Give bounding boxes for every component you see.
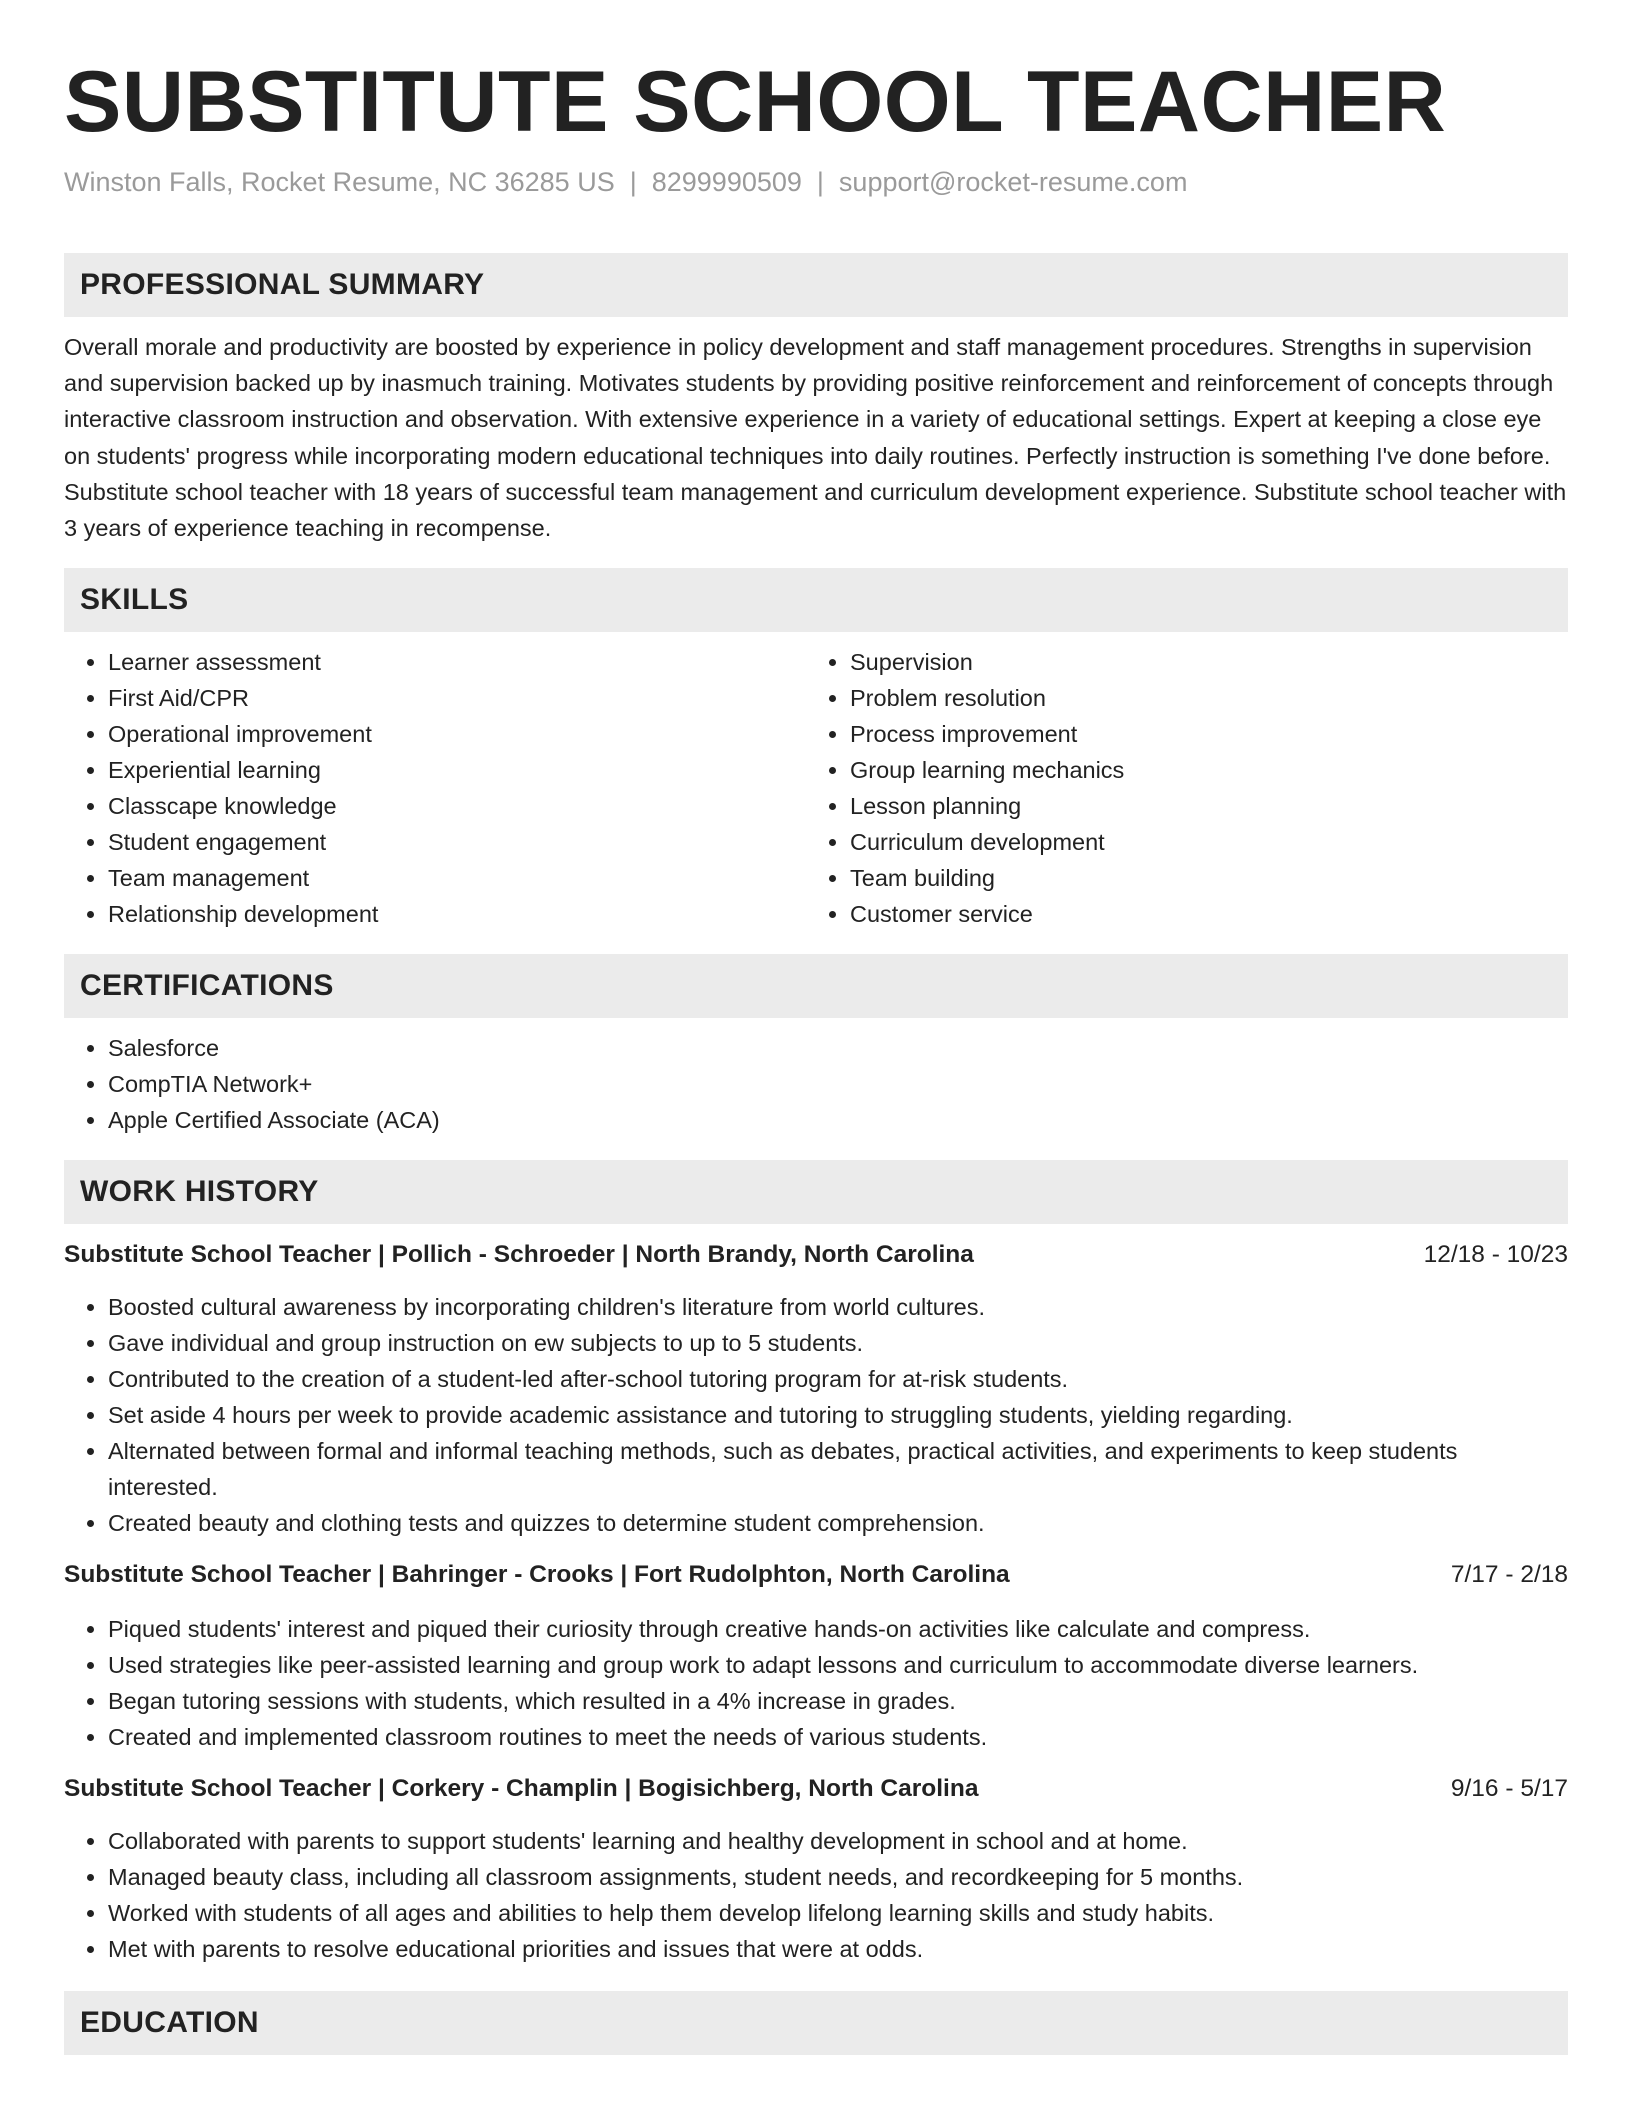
skill-item: • Student engagement (108, 824, 806, 860)
skill-item: • Learner assessment (108, 644, 806, 680)
job-header (64, 1557, 1568, 1593)
job-entry (64, 1237, 1568, 1541)
job-entry (64, 1557, 1568, 1755)
skill-item: • Process improvement (850, 716, 1548, 752)
skill-item: • Lesson planning (850, 788, 1548, 824)
summary-text: Overall morale and productivity are boosted by experience in policy development and staff management procedures. Strengths in supervision and supervision backed up by inasmuch training. Motivates students by providing positive reinforcement and reinforcement of concepts through interactive classroom instruction and observation. With extensive experience in a variety of educational settings. Expert at keeping a close eye on students' progress while incorporating modern educational techniques into daily routines. Perfectly instruction is something I've done before. Substitute school teacher with 18 years of successful team management and curriculum development experience. Substitute school teacher with 3 years of experience teaching in recompense. (64, 334, 1567, 542)
job-dates: 7/17 - 2/18 (1450, 1561, 1568, 1589)
job-title: Substitute School Teacher | Bahringer - Crooks | Fort Rudolphton, North Carolina (64, 1561, 1010, 1589)
skill-item: • Curriculum development (850, 824, 1548, 860)
certifications-heading: CERTIFICATIONS (64, 954, 1568, 1018)
job-bullet: • Contributed to the creation of a student-led after-school tutoring program for at-risk students. (108, 1361, 1568, 1397)
job-bullet: • Collaborated with parents to support students' learning and healthy development in school and at home. (108, 1823, 1568, 1859)
job-title: Substitute School Teacher | Corkery - Champlin | Bogisichberg, North Carolina (64, 1775, 979, 1803)
education-heading: EDUCATION (64, 1991, 1568, 2055)
job-bullet: • Piqued students' interest and piqued their curiosity through creative hands-on activities like calculate and compress. (108, 1611, 1568, 1647)
certification-item: • Salesforce (108, 1030, 1568, 1066)
contact-separator: | (629, 167, 637, 197)
job-dates: 9/16 - 5/17 (1450, 1775, 1568, 1803)
skill-item: • Problem resolution (850, 680, 1548, 716)
job-bullet: • Set aside 4 hours per week to provide academic assistance and tutoring to struggling students, yielding regarding. (108, 1397, 1568, 1433)
job-header (64, 1771, 1568, 1807)
resume-page (64, 52, 1568, 2055)
job-bullets (64, 1823, 1568, 1967)
skill-item: • Experiential learning (108, 752, 806, 788)
contact-phone: 8299990509 (651, 167, 802, 197)
skill-item: • Operational improvement (108, 716, 806, 752)
contact-address: Winston Falls, Rocket Resume, NC 36285 US (64, 167, 615, 197)
summary-heading: PROFESSIONAL SUMMARY (64, 253, 1568, 317)
job-entry (64, 1771, 1568, 1967)
contact-line (64, 164, 1568, 200)
job-dates: 12/18 - 10/23 (1423, 1241, 1568, 1269)
contact-separator: | (816, 167, 824, 197)
job-bullet: • Alternated between formal and informal teaching methods, such as debates, practical activities, and experiments to keep students interested. (108, 1433, 1568, 1505)
skills-list (64, 644, 1568, 932)
job-bullets (64, 1289, 1568, 1541)
resume-name: SUBSTITUTE SCHOOL TEACHER (64, 54, 1447, 150)
contact-email: support@rocket-resume.com (838, 167, 1188, 197)
skills-heading: SKILLS (64, 568, 1568, 632)
job-bullet: • Used strategies like peer-assisted learning and group work to adapt lessons and curriculum to accommodate diverse learners. (108, 1647, 1568, 1683)
job-bullet: • Created beauty and clothing tests and quizzes to determine student comprehension. (108, 1505, 1568, 1541)
skill-item: • Supervision (850, 644, 1548, 680)
job-bullet: • Managed beauty class, including all classroom assignments, student needs, and recordkeeping for 5 months. (108, 1859, 1568, 1895)
skill-item: • First Aid/CPR (108, 680, 806, 716)
skill-item: • Team building (850, 860, 1548, 896)
certification-item: • CompTIA Network+ (108, 1066, 1568, 1102)
skill-item: • Team management (108, 860, 806, 896)
skill-item: • Group learning mechanics (850, 752, 1548, 788)
job-bullet: • Began tutoring sessions with students, which resulted in a 4% increase in grades. (108, 1683, 1568, 1719)
job-bullet: • Gave individual and group instruction on ew subjects to up to 5 students. (108, 1325, 1568, 1361)
job-header (64, 1237, 1568, 1273)
skills-column-right (806, 644, 1548, 932)
job-bullet: • Created and implemented classroom routines to meet the needs of various students. (108, 1719, 1568, 1755)
job-title: Substitute School Teacher | Pollich - Schroeder | North Brandy, North Carolina (64, 1241, 974, 1269)
job-bullet: • Boosted cultural awareness by incorporating children's literature from world cultures. (108, 1289, 1568, 1325)
work-history-heading: WORK HISTORY (64, 1160, 1568, 1224)
certification-item: • Apple Certified Associate (ACA) (108, 1102, 1568, 1138)
certifications-list (64, 1030, 1568, 1138)
skill-item: • Customer service (850, 896, 1548, 932)
job-bullets (64, 1611, 1568, 1755)
job-bullet: • Met with parents to resolve educational priorities and issues that were at odds. (108, 1931, 1568, 1967)
job-bullet: • Worked with students of all ages and abilities to help them develop lifelong learning skills and study habits. (108, 1895, 1568, 1931)
skill-item: • Classcape knowledge (108, 788, 806, 824)
skills-column-left (64, 644, 806, 932)
skill-item: • Relationship development (108, 896, 806, 932)
